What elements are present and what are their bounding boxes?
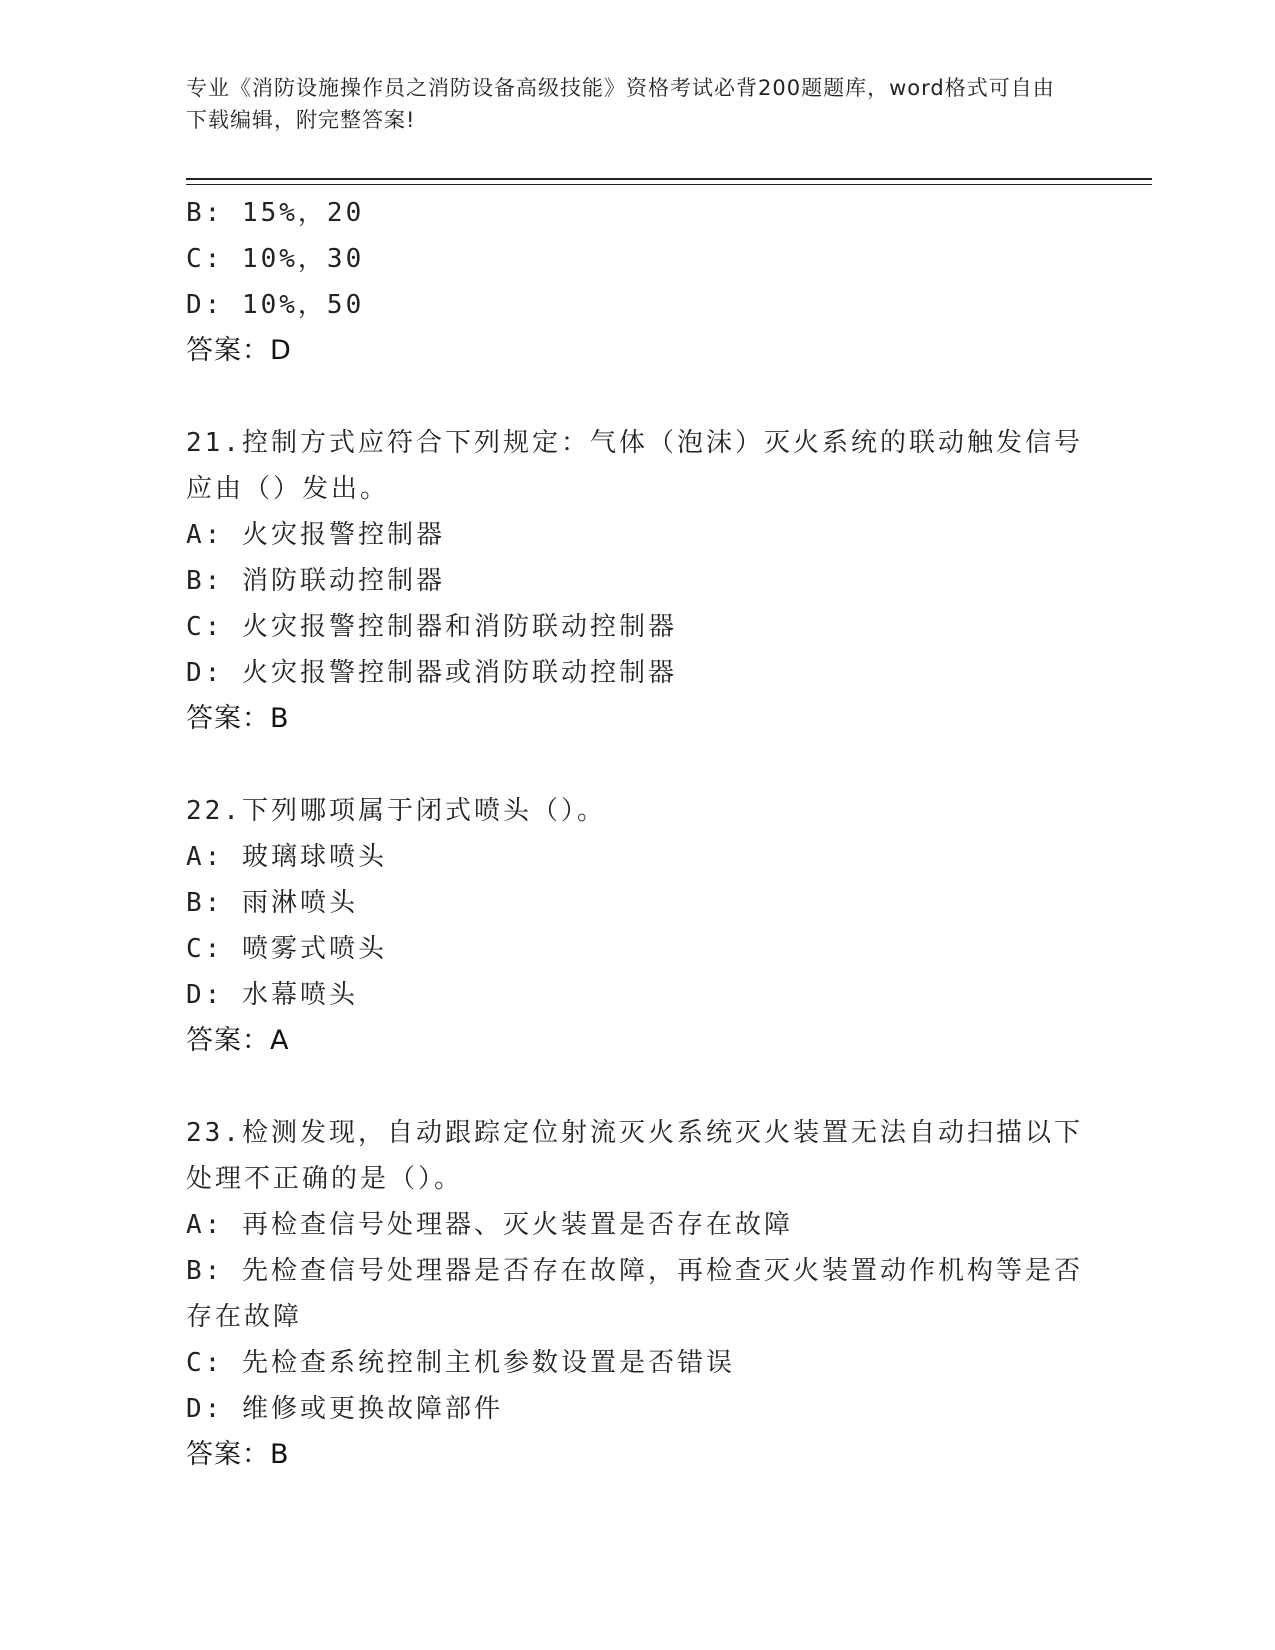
option-a: A: 火灾报警控制器 bbox=[186, 520, 445, 550]
question-content bbox=[186, 190, 1086, 1478]
option-d: D: 维修或更换故障部件 bbox=[186, 1394, 503, 1424]
option-b: B: 15%，20 bbox=[186, 198, 365, 228]
spacer bbox=[186, 374, 1086, 420]
spacer bbox=[186, 742, 1086, 788]
header-divider-thin bbox=[186, 184, 1152, 185]
question-stem: 23.检测发现，自动跟踪定位射流灭火系统灭火装置无法自动扫描以下处理不正确的是（）。 bbox=[186, 1118, 1083, 1194]
option-c: C: 10%，30 bbox=[186, 244, 365, 274]
answer: 答案：A bbox=[186, 1025, 290, 1056]
question-stem: 22.下列哪项属于闭式喷头（）。 bbox=[186, 796, 606, 826]
option-d: D: 水幕喷头 bbox=[186, 980, 358, 1010]
question-stem: 21.控制方式应符合下列规定：气体（泡沫）灭火系统的联动触发信号应由（）发出。 bbox=[186, 428, 1083, 504]
answer: 答案：D bbox=[186, 335, 292, 366]
option-c: C: 喷雾式喷头 bbox=[186, 934, 387, 964]
option-d: D: 火灾报警控制器或消防联动控制器 bbox=[186, 658, 677, 688]
question-22 bbox=[186, 788, 1086, 1064]
option-b: B: 雨淋喷头 bbox=[186, 888, 358, 918]
option-d: D: 10%，50 bbox=[186, 290, 365, 320]
question-20-tail bbox=[186, 190, 1086, 374]
option-b: B: 消防联动控制器 bbox=[186, 566, 445, 596]
spacer bbox=[186, 1064, 1086, 1110]
question-23 bbox=[186, 1110, 1086, 1478]
option-c: C: 先检查系统控制主机参数设置是否错误 bbox=[186, 1348, 735, 1378]
question-21 bbox=[186, 420, 1086, 742]
header-divider-thick bbox=[186, 178, 1152, 180]
option-c: C: 火灾报警控制器和消防联动控制器 bbox=[186, 612, 677, 642]
answer: 答案：B bbox=[186, 1439, 290, 1470]
option-a: A: 再检查信号处理器、灭火装置是否存在故障 bbox=[186, 1210, 793, 1240]
answer: 答案：B bbox=[186, 703, 290, 734]
option-a: A: 玻璃球喷头 bbox=[186, 842, 387, 872]
document-header: 专业《消防设施操作员之消防设备高级技能》资格考试必背200题题库，word格式可自由下载编辑，附完整答案! bbox=[186, 76, 1055, 132]
option-b: B: 先检查信号处理器是否存在故障，再检查灭火装置动作机构等是否存在故障 bbox=[186, 1256, 1083, 1332]
